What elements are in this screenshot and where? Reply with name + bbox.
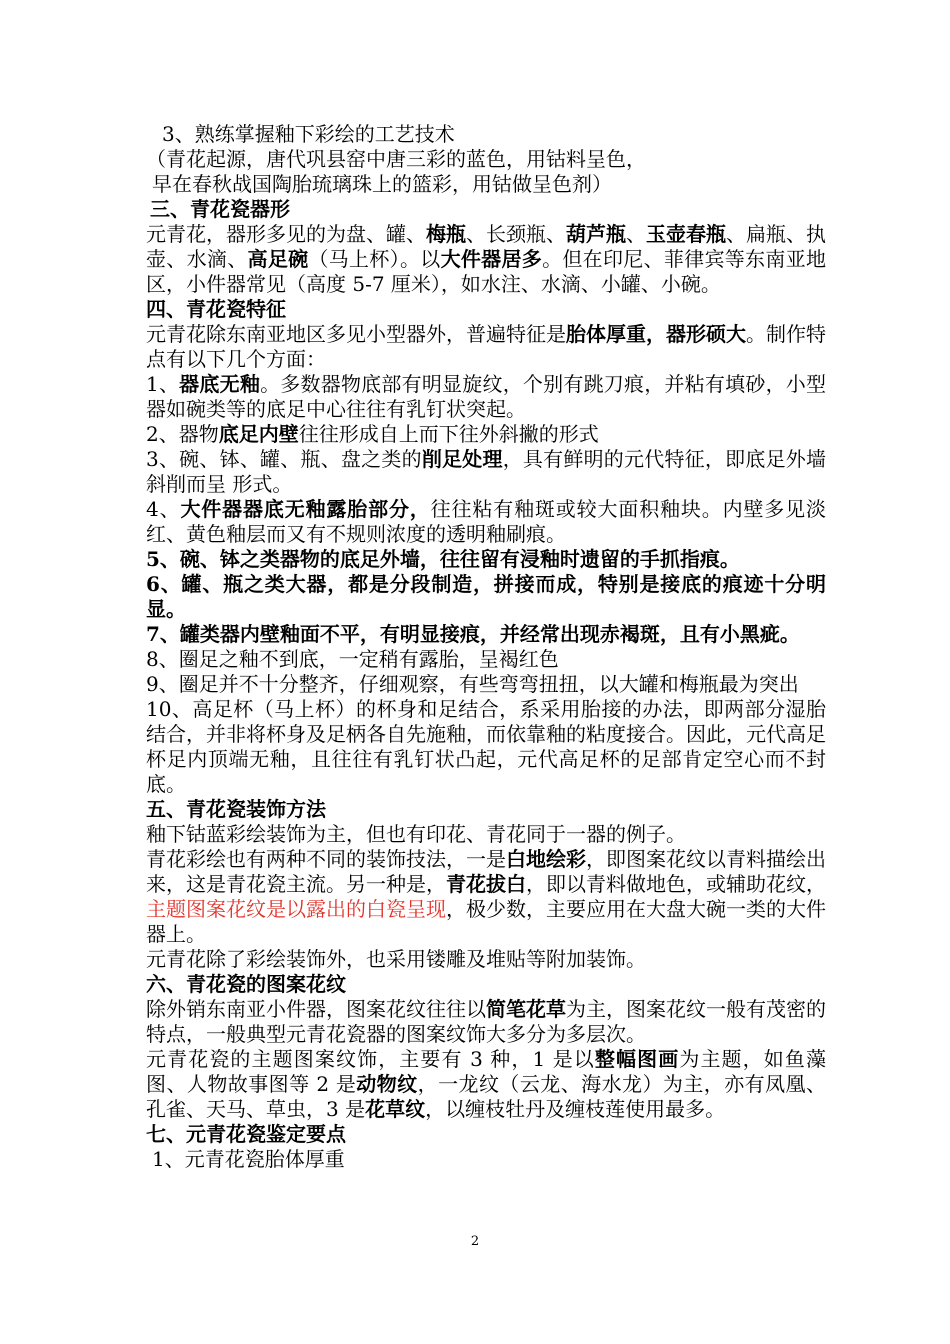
feature-item-7: 7、罐类器内壁釉面不平，有明显接痕，并经常出现赤褐斑，且有小黑疵。 bbox=[146, 622, 800, 646]
paragraph-decoration-1: 釉下钴蓝彩绘装饰为主，但也有印花、青花同于一器的例子。 bbox=[146, 822, 686, 846]
feature-item-3: 3、碗、钵、罐、瓶、盘之类的削足处理，具有鲜明的元代特征，即底足外墙斜削而呈 形式。 bbox=[146, 447, 827, 496]
appraisal-item-1: 1、元青花瓷胎体厚重 bbox=[152, 1147, 345, 1171]
feature-item-5: 5、碗、钵之类器物的底足外墙，往往留有浸釉时遗留的手抓指痕。 bbox=[146, 547, 740, 571]
paragraph-patterns-1: 除外销东南亚小件器，图案花纹往往以简笔花草为主，图案花纹一般有茂密的特点，一般典型元青花瓷器的图案纹饰大多分为多层次。 bbox=[146, 997, 826, 1046]
feature-item-4: 4、大件器器底无釉露胎部分，往往粘有釉斑或较大面积釉块。内壁多见淡红、黄色釉层而又有不规则浓度的透明釉刷痕。 bbox=[146, 497, 827, 546]
highlighted-text: 主题图案花纹是以露出的白瓷呈现 bbox=[146, 897, 446, 921]
page-number: 2 bbox=[470, 1234, 480, 1249]
document-body bbox=[146, 122, 826, 1172]
feature-item-9: 9、圈足并不十分整齐，仔细观察，有些弯弯扭扭，以大罐和梅瓶最为突出 bbox=[146, 672, 799, 696]
paragraph-patterns-2: 元青花瓷的主题图案纹饰，主要有 3 种，1 是以整幅图画为主题，如鱼藻图、人物故事图等 2 是动物纹，一龙纹（云龙、海水龙）为主，亦有凤凰、孔雀、天马、草虫，3 是花草纹，以缠枝牡丹及缠枝莲使用最多。 bbox=[146, 1047, 827, 1121]
feature-item-8: 8、圈足之釉不到底，一定稍有露胎，呈褐红色 bbox=[146, 647, 559, 671]
section-heading-4: 四、青花瓷特征 bbox=[146, 297, 286, 321]
paragraph-origin-2: 早在春秋战国陶胎琉璃珠上的篮彩，用钴做呈色剂） bbox=[152, 172, 612, 196]
feature-item-1: 1、器底无釉。多数器物底部有明显旋纹，个别有跳刀痕，并粘有填砂，小型器如碗类等的底足中心往往有乳钉状突起。 bbox=[146, 372, 827, 421]
section-heading-7: 七、元青花瓷鉴定要点 bbox=[146, 1122, 346, 1146]
paragraph-decoration-3: 元青花除了彩绘装饰外，也采用镂雕及堆贴等附加装饰。 bbox=[146, 947, 646, 971]
paragraph-shapes: 元青花，器形多见的为盘、罐、梅瓶、长颈瓶、葫芦瓶、玉壶春瓶、扁瓶、执壶、水滴、高足碗（马上杯）。以大件器居多。但在印尼、菲律宾等东南亚地区，小件器常见（高度 5-7 厘米），如水注、水滴、小罐、小碗。 bbox=[146, 222, 827, 296]
paragraph-features-intro: 元青花除东南亚地区多见小型器外，普遍特征是胎体厚重，器形硕大。制作特点有以下几个方面： bbox=[146, 322, 826, 371]
section-heading-5: 五、青花瓷装饰方法 bbox=[146, 797, 326, 821]
feature-item-10: 10、高足杯（马上杯）的杯身和足结合，系采用胎接的办法，即两部分湿胎结合，并非将杯身及足柄各自先施釉，而依靠釉的粘度接合。因此，元代高足杯足内顶端无釉，且往往有乳钉状凸起，元代高足杯的足部肯定空心而不封底。 bbox=[146, 697, 826, 796]
section-heading-6: 六、青花瓷的图案花纹 bbox=[146, 972, 346, 996]
section-heading-3: 三、青花瓷器形 bbox=[150, 197, 290, 221]
feature-item-6: 6、罐、瓶之类大器，都是分段制造，拼接而成，特别是接底的痕迹十分明显。 bbox=[146, 572, 826, 621]
paragraph-origin-1: （青花起源，唐代巩县窑中唐三彩的蓝色，用钴料呈色， bbox=[146, 147, 646, 171]
paragraph-decoration-2: 青花彩绘也有两种不同的装饰技法，一是白地绘彩，即图案花纹以青料描绘出来，这是青花瓷主流。另一种是，青花拔白，即以青料做地色，或辅助花纹，主题图案花纹是以露出的白瓷呈现，极少数，主要应用在大盘大碗一类的大件器上。 bbox=[146, 847, 826, 946]
paragraph-item-3: 3、熟练掌握釉下彩绘的工艺技术 bbox=[162, 122, 455, 146]
feature-item-2: 2、器物底足内壁往往形成自上而下往外斜撇的形式 bbox=[146, 422, 599, 446]
